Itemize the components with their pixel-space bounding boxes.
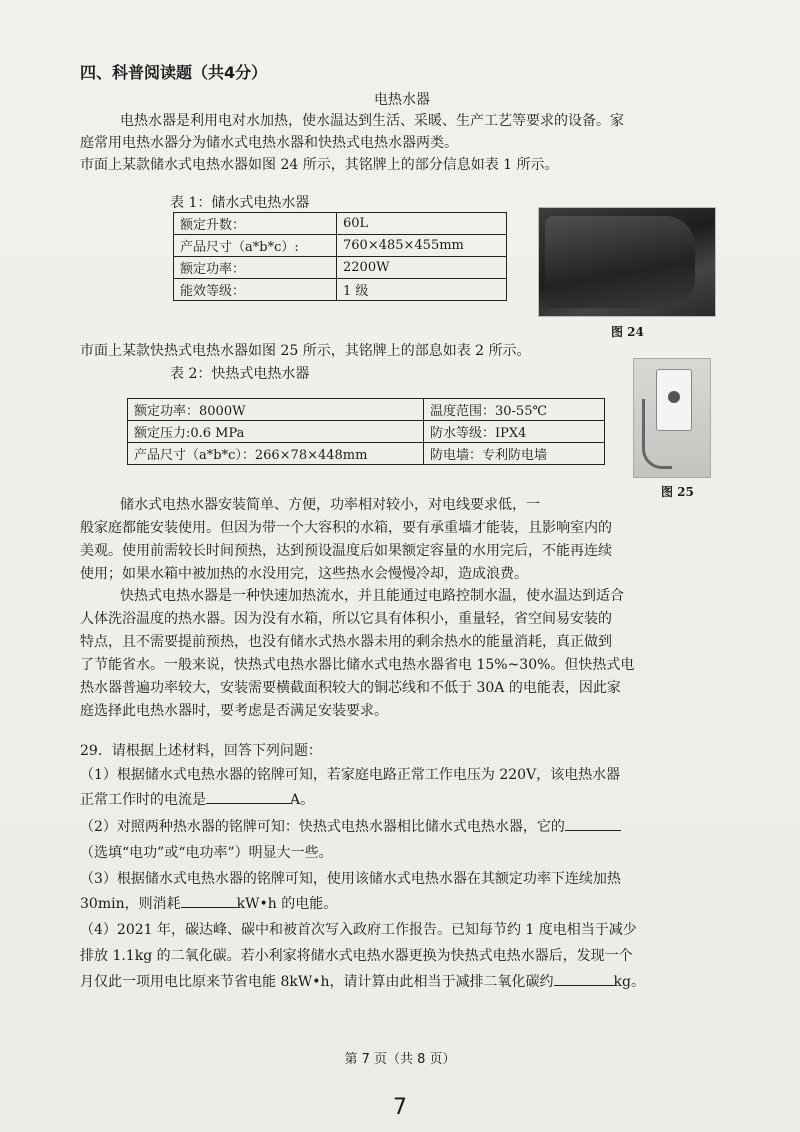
q4-line-1: （4）2021 年，碳达峰、碳中和被首次写入政府工作报告。已知每节约 1 度电相当于减少 — [80, 922, 637, 938]
q3-line-2 — [80, 893, 337, 915]
table-cell: 额定升数： — [174, 213, 337, 235]
article-title: 电热水器 — [374, 92, 430, 108]
fig24-label: 图 24 — [611, 325, 644, 339]
table-cell: 760×485×455mm — [337, 235, 507, 257]
para2-line-5: 热水器普遍功率较大，安装需要横截面积较大的铜芯线和不低于 30A 的电能表，因此家 — [80, 680, 621, 696]
table2 — [127, 398, 605, 465]
para2-line-3: 特点，且不需要提前预热，也没有储水式热水器未用的剩余热水的能量消耗，真正做到 — [80, 634, 612, 650]
q1-answer-blank[interactable] — [206, 803, 290, 804]
q4-text-post: kg。 — [613, 974, 645, 990]
question-head: 29．请根据上述材料，回答下列问题： — [80, 743, 322, 759]
table1-caption: 表 1：储水式电热水器 — [170, 195, 310, 211]
q3-line-1: （3）根据储水式电热水器的铭牌可知，使用该储水式电热水器在其额定功率下连续加热 — [80, 871, 621, 887]
table2-intro: 市面上某款快热式电热水器如图 25 所示，其铭牌上的部息如表 2 所示。 — [80, 343, 531, 359]
table-cell: 2200W — [337, 257, 507, 279]
q2-answer-blank[interactable] — [565, 830, 621, 831]
section-title: 四、科普阅读题（共4分） — [80, 63, 268, 82]
table-cell: 1 级 — [337, 279, 507, 301]
q1-line-1: （1）根据储水式电热水器的铭牌可知，若家庭电路正常工作电压为 220V，该电热水器 — [80, 767, 621, 783]
q4-text-pre: 月仅此一项用电比原来节省电能 8kW•h，请计算由此相当于减排二氧化碳约 — [80, 974, 554, 990]
page-number: 7 — [393, 1095, 407, 1120]
instant-heater-photo — [633, 358, 711, 478]
table-row — [128, 399, 605, 421]
q3-text-post: kW•h 的电能。 — [236, 896, 338, 912]
q1-text-post: A。 — [290, 792, 315, 808]
table-cell: 防电墙：专利防电墙 — [424, 443, 605, 465]
table-row — [128, 421, 605, 443]
q4-line-3 — [80, 971, 645, 993]
q4-line-2: 排放 1.1kg 的二氧化碳。若小利家将储水式电热水器更换为快热式电热水器后，发现一个 — [80, 948, 633, 964]
q3-text-pre: 30min，则消耗 — [80, 896, 181, 912]
table-row — [174, 213, 507, 235]
para2-line-6: 庭选择此电热水器时，要考虑是否满足安装要求。 — [80, 703, 388, 719]
q2-line-1 — [80, 816, 621, 838]
q1-line-2 — [80, 789, 314, 811]
q1-text-pre: 正常工作时的电流是 — [80, 792, 206, 808]
table-row — [174, 279, 507, 301]
table-cell: 产品尺寸（a*b*c）：266×78×448mm — [128, 443, 424, 465]
table2-caption: 表 2：快热式电热水器 — [170, 366, 310, 382]
table-cell: 60L — [337, 213, 507, 235]
shower-hose-shape — [642, 399, 672, 469]
table-cell: 防水等级：IPX4 — [424, 421, 605, 443]
table-cell: 能效等级： — [174, 279, 337, 301]
q3-answer-blank[interactable] — [181, 907, 237, 908]
intro-line-2: 庭常用电热水器分为储水式电热水器和快热式电热水器两类。 — [80, 135, 458, 151]
storage-heater-photo — [538, 207, 716, 317]
para2-line-4: 了节能省水。一般来说，快热式电热水器比储水式电热水器省电 15%~30%。但快热式电 — [80, 657, 635, 673]
table-row — [174, 257, 507, 279]
table-cell: 产品尺寸（a*b*c）: — [174, 235, 337, 257]
table-cell: 额定功率：8000W — [128, 399, 424, 421]
table-row — [128, 443, 605, 465]
page-footer: 第 7 页（共 8 页） — [344, 1052, 456, 1067]
table1 — [173, 212, 507, 301]
table-cell: 额定压力:0.6 MPa — [128, 421, 424, 443]
para1-line-4: 使用；如果水箱中被加热的水没用完，这些热水会慢慢冷却，造成浪费。 — [80, 566, 528, 582]
fig25-label: 图 25 — [661, 485, 694, 499]
table-cell: 额定功率： — [174, 257, 337, 279]
q4-answer-blank[interactable] — [554, 985, 614, 986]
para1-line-2: 般家庭都能安装使用。但因为带一个大容积的水箱，要有承重墙才能装，且影响室内的 — [80, 520, 612, 536]
intro-line-3: 市面上某款储水式电热水器如图 24 所示，其铭牌上的部分信息如表 1 所示。 — [80, 157, 559, 173]
para2-line-1: 快热式电热水器是一种快速加热流水，并且能通过电路控制水温，使水温达到适合 — [120, 588, 624, 604]
para1-line-1: 储水式电热水器安装简单、方便，功率相对较小，对电线要求低，一 — [120, 497, 540, 513]
table-cell: 温度范围：30-55℃ — [424, 399, 605, 421]
q2-text-pre: （2）对照两种热水器的铭牌可知：快热式电热水器相比储水式电热水器，它的 — [80, 819, 565, 835]
table-row — [174, 235, 507, 257]
para1-line-3: 美观。使用前需较长时间预热，达到预设温度后如果额定容量的水用完后，不能再连续 — [80, 543, 612, 559]
intro-line-1: 电热水器是利用电对水加热，使水温达到生活、采暖、生产工艺等要求的设备。家 — [120, 113, 624, 129]
para2-line-2: 人体洗浴温度的热水器。因为没有水箱，所以它具有体积小，重量轻，省空间易安装的 — [80, 611, 612, 627]
q2-line-2: （选填“电功”或“电功率”）明显大一些。 — [80, 845, 333, 861]
